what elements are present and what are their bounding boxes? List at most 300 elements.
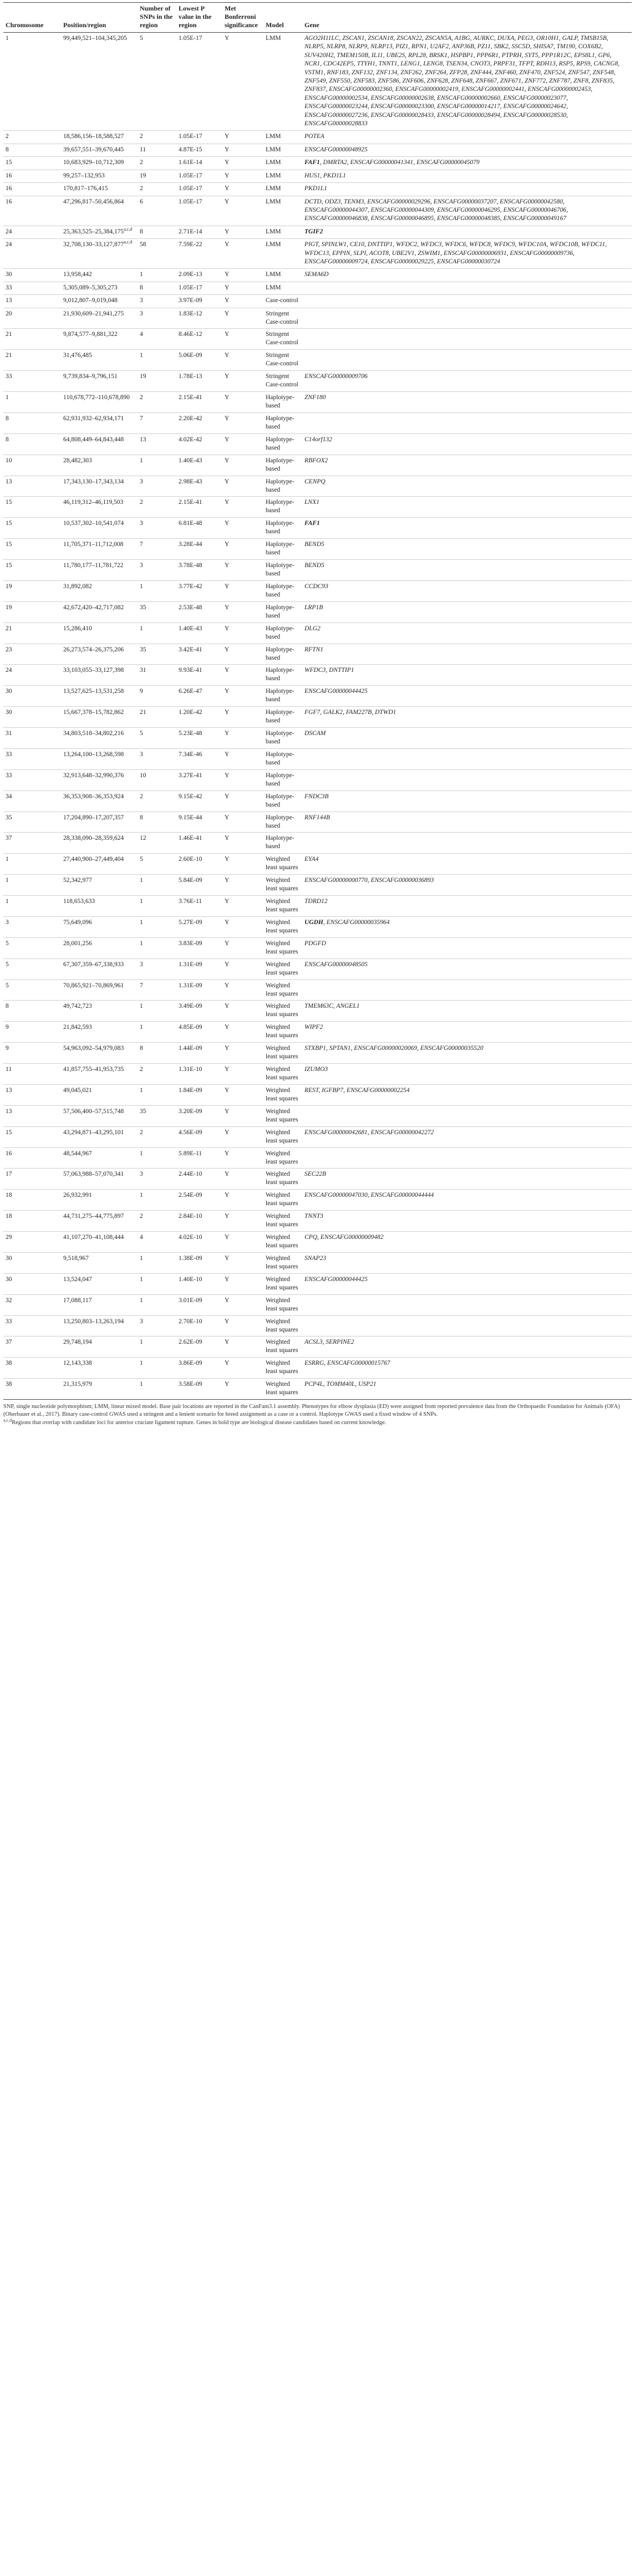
cell-chromosome [3,539,61,560]
gene-name: GP6 [598,52,610,59]
gene-name: RNF183 [327,69,349,76]
cell-chromosome-value: 5 [6,982,9,989]
cell-chromosome-value: 20 [6,310,12,317]
cell-pvalue-value: 2.71E-14 [179,228,202,235]
cell-chromosome [3,707,61,728]
cell-chromosome-value: 33 [6,284,12,291]
gene-name: CPQ [304,1234,317,1241]
cell-gene [302,812,632,833]
table-row [3,812,632,833]
cell-bonferroni-value: Y [225,877,230,884]
cell-position [61,748,138,769]
footnote-overlap [3,1419,632,1427]
cell-pvalue-value: 1.05E-17 [179,133,202,140]
cell-gene [302,539,632,560]
cell-position-value: 99,257–132,953 [63,172,105,179]
cell-gene [302,1064,632,1085]
cell-position-value: 32,913,648–32,990,376 [63,772,124,779]
cell-position [61,1190,138,1211]
cell-gene: CPQ, ENSCAFG00000009482 [302,1232,632,1253]
cell-bonferroni [222,644,263,665]
cell-pvalue-value: 1.40E-10 [179,1276,202,1283]
gwas-results-table [3,2,632,1400]
cell-model-value: LMM [266,284,281,291]
gene-name: ZNF524 [543,69,565,76]
cell-chromosome [3,433,61,455]
gene-name: HUS1 [304,172,321,179]
cell-position-value: 10,683,929–10,712,309 [63,159,124,166]
cell-snps [138,144,176,156]
header-bonferroni: Met Bonferroni significance [222,3,263,33]
gene-name: GALK2 [323,709,343,716]
cell-snps [138,875,176,896]
gene-name: ENSCAFG00000023300 [370,103,434,110]
cell-position [61,1147,138,1169]
cell-chromosome [3,790,61,812]
cell-position-value: 42,672,420–42,717,082 [63,604,124,611]
cell-bonferroni [222,1190,263,1211]
cell-bonferroni-value: Y [225,646,230,653]
gene-name: ZNF583 [353,78,375,85]
cell-pvalue [176,665,222,686]
table-body [3,33,632,1400]
cell-chromosome [3,157,61,170]
cell-chromosome-value: 24 [6,667,12,674]
gene-name: LRP1B [304,604,323,611]
cell-pvalue-value: 3.86E-09 [179,1360,202,1367]
gene-name: ENSCAFG00000015767 [327,1360,390,1367]
gene-name: SERPINE2 [326,1339,354,1346]
cell-bonferroni-value: Y [225,1066,230,1073]
cell-model [263,1001,302,1022]
cell-gene [302,580,632,601]
gene-name: SPTAN1 [329,1045,351,1052]
cell-pvalue-value: 1.40E-43 [179,457,202,464]
cell-model-value: Weighted least squares [266,1213,298,1228]
cell-pvalue [176,433,222,455]
cell-model-value: Haplotype-based [266,835,294,850]
table-row [3,1232,632,1253]
gene-name: NLRP8 [326,43,346,50]
table-row [3,1001,632,1022]
cell-bonferroni [222,476,263,497]
gene-name: TENM3 [343,198,364,205]
cell-pvalue-value: 1.83E-12 [179,310,202,317]
cell-model-value: Weighted least squares [266,1129,298,1144]
gene-name: ACSL3 [304,1339,323,1346]
cell-chromosome-value: 33 [6,373,12,380]
cell-snps-value: 1 [140,940,143,947]
gene-name: ZNF262 [400,69,422,76]
cell-gene [302,371,632,392]
cell-bonferroni [222,707,263,728]
cell-model-value: LMM [266,133,281,140]
cell-bonferroni [222,748,263,769]
table-row [3,308,632,329]
cell-position-value: 15,286,410 [63,625,92,632]
cell-bonferroni [222,269,263,282]
cell-pvalue [176,518,222,539]
gene-name: U2AF2 [430,43,449,50]
cell-model [263,1105,302,1126]
cell-model-value: Haplotype-based [266,646,294,661]
cell-gene: ENSCAFG00000000770, ENSCAFG00000036893 [302,875,632,896]
cell-gene [302,433,632,455]
cell-position-value: 21,315,979 [63,1381,92,1388]
cell-position-value: 12,143,338 [63,1360,92,1367]
cell-pvalue-value: 1.31E-09 [179,982,202,989]
footnote-abbreviations: SNP, single nucleotide polymorphism; LMM, linear mixed model. Base pair locations are reported in the CanFam3.1 assembly. Phenotypes for elbow dysplasia (ED) were assigned from reported prevalence data from the Orthopaedic Foundation for Animals (OFA) (Oberbauer et al., 2017). Binary case-control GWAS used a stringent and a lenient scenario for breed assignment as a case or a control. Haplotype GWAS used a fixed window of 4 SNPs. [3,1404,620,1418]
cell-pvalue-value: 3.77E-42 [179,583,202,590]
cell-chromosome [3,412,61,433]
cell-snps-value: 3 [140,562,143,569]
cell-bonferroni [222,1358,263,1379]
cell-bonferroni-value: Y [225,1150,230,1157]
gene-name: TTYH1 [357,60,375,68]
cell-bonferroni [222,157,263,170]
cell-position [61,1211,138,1232]
gene-name: ZNF460 [495,69,516,76]
cell-chromosome [3,1190,61,1211]
cell-position-value: 54,963,092–54,979,083 [63,1045,124,1052]
cell-snps [138,308,176,329]
cell-bonferroni-value: Y [225,814,230,821]
cell-bonferroni-value: Y [225,751,230,758]
cell-snps [138,1043,176,1064]
gene-name: STXBP1 [304,1045,326,1052]
cell-position [61,157,138,170]
cell-position [61,1126,138,1147]
cell-bonferroni-value: Y [225,310,230,317]
cell-position [61,1022,138,1043]
cell-position-value: 57,063,988–57,070,341 [63,1171,124,1178]
cell-snps [138,455,176,476]
gene-name: ENSCAFG00000020069 [354,1045,417,1052]
cell-snps [138,1252,176,1273]
cell-position [61,875,138,896]
cell-pvalue [176,1084,222,1105]
cell-position-value: 31,476,485 [63,352,92,359]
cell-position [61,433,138,455]
cell-snps [138,226,176,238]
cell-snps [138,1315,176,1337]
gene-name: ENSCAFG00000006931 [443,249,507,257]
cell-gene: ESRRG, ENSCAFG00000015767 [302,1358,632,1379]
gene-name: ZNF671 [500,78,522,85]
table-row [3,1084,632,1105]
gene-name: RPL28 [408,52,426,59]
header-pvalue: Lowest P value in the region [176,3,222,33]
cell-model [263,686,302,707]
cell-position [61,371,138,392]
cell-bonferroni-value: Y [225,271,230,278]
cell-chromosome [3,728,61,749]
gene-name: DMRTA2 [323,159,347,166]
cell-gene [302,560,632,581]
cell-snps [138,769,176,790]
gene-name: ENSCAFG00000002360 [329,86,392,93]
cell-position [61,896,138,917]
cell-bonferroni-value: Y [225,604,230,611]
table-row [3,686,632,707]
cell-bonferroni [222,769,263,790]
cell-snps [138,33,176,131]
gene-name: WFDC13 [304,249,329,257]
cell-position [61,295,138,308]
gene-name: TSEN34 [446,60,468,68]
cell-chromosome-value: 34 [6,793,12,800]
gene-name: TM190 [556,43,575,50]
cell-pvalue-value: 2.98E-43 [179,478,202,485]
gene-name: ENSCAFG00000046895 [370,215,434,222]
gene-name: ZNF8 [573,78,588,85]
cell-chromosome-value: 11 [6,1066,12,1073]
cell-snps [138,833,176,854]
cell-snps [138,1273,176,1294]
cell-model [263,769,302,790]
cell-pvalue [176,239,222,269]
cell-bonferroni-value: Y [225,436,230,443]
gene-name: ENSCAFG00000029225 [370,258,434,265]
cell-snps [138,1022,176,1043]
table-row [3,1315,632,1337]
cell-model-value: Stringent Case-control [266,310,298,325]
cell-model-value: Haplotype-based [266,772,294,787]
cell-chromosome [3,980,61,1001]
cell-chromosome [3,1273,61,1294]
cell-pvalue [176,282,222,294]
gene-name: BEND5 [304,562,324,569]
cell-chromosome [3,560,61,581]
position-superscript: a,c,d [124,226,133,232]
gene-name: ZNF180 [304,394,326,401]
cell-chromosome-value: 38 [6,1381,12,1388]
table-row [3,665,632,686]
cell-snps-value: 1 [140,1024,143,1031]
table-row [3,183,632,196]
cell-chromosome-value: 15 [6,499,12,506]
cell-chromosome [3,1105,61,1126]
gene-name: ODZ3 [324,198,341,205]
cell-pvalue [176,455,222,476]
cell-chromosome [3,644,61,665]
cell-gene [302,1273,632,1294]
cell-snps-value: 31 [140,667,146,674]
cell-snps-value: 3 [140,961,143,968]
cell-chromosome-value: 37 [6,1339,12,1346]
gene-name: TMSB15B [580,35,607,42]
cell-chromosome-value: 15 [6,541,12,548]
table-row [3,937,632,958]
cell-snps [138,812,176,833]
cell-chromosome [3,896,61,917]
gene-name: ENSCAFG00000002419 [395,86,459,93]
cell-gene: ENSCAFG00000047030, ENSCAFG00000044444 [302,1190,632,1211]
gene-name: REST [304,1086,319,1094]
cell-gene: PCP4L, TOMM40L, USP21 [302,1379,632,1400]
cell-snps [138,560,176,581]
cell-position-value: 64,808,449–64,843,448 [63,436,124,443]
cell-pvalue [176,350,222,371]
cell-pvalue [176,1022,222,1043]
cell-pvalue-value: 2.09E-13 [179,271,202,278]
cell-chromosome-value: 1 [6,35,9,42]
cell-gene: PIGT, SPINLW1, CE10, DNTTIP1, WFDC2, WFDC3, WFDC6, WFDC8, WFDC9, WFDC10A, WFDC10B, WFDC11, WFDC13, EPPIN, SLPI, ACOT8, UBE2V1, ZSWIM1, ENSCAFG00000006931, ENSCAFG00000009736, ENSCAFG00000009724, ENSCAFG00000029225, ENSCAFG00000030724 [302,239,632,269]
table-row [3,1211,632,1232]
gene-name: DUXA [497,35,515,42]
cell-snps-value: 35 [140,604,146,611]
cell-pvalue-value: 9.15E-42 [179,793,202,800]
cell-snps-value: 4 [140,331,143,338]
cell-pvalue [176,476,222,497]
header-snps: Number of SNPs in the region [138,3,176,33]
cell-gene [302,226,632,238]
cell-bonferroni-value: Y [225,982,230,989]
cell-bonferroni [222,560,263,581]
cell-chromosome [3,1315,61,1337]
cell-bonferroni [222,623,263,644]
cell-chromosome-value: 15 [6,1129,12,1136]
cell-position-value: 33,103,055–33,127,398 [63,667,124,674]
cell-chromosome [3,958,61,980]
table-row [3,790,632,812]
cell-snps-value: 3 [140,751,143,758]
table-row [3,1252,632,1273]
cell-position [61,412,138,433]
gene-name: CACNG8 [593,60,618,68]
cell-chromosome [3,371,61,392]
cell-position [61,790,138,812]
cell-chromosome-value: 8 [6,146,9,153]
gene-name: ENSCAFG00000044425 [304,1276,368,1283]
cell-pvalue [176,1211,222,1232]
cell-bonferroni [222,295,263,308]
cell-position-value: 46,119,312–46,119,503 [63,499,124,506]
cell-bonferroni-value: Y [225,835,230,842]
cell-pvalue-value: 3.49E-09 [179,1003,202,1010]
gene-name: TFPT [519,60,534,68]
cell-gene [302,412,632,433]
cell-chromosome [3,1169,61,1190]
cell-model [263,1022,302,1043]
cell-pvalue-value: 2.70E-10 [179,1318,202,1325]
cell-pvalue [176,170,222,182]
cell-chromosome [3,1022,61,1043]
table-row [3,392,632,413]
cell-position [61,518,138,539]
cell-position [61,1337,138,1358]
cell-position-value: 13,524,047 [63,1276,92,1283]
cell-pvalue [176,226,222,238]
cell-chromosome [3,665,61,686]
cell-chromosome-value: 24 [6,228,12,235]
cell-model-value: LMM [266,172,281,179]
table-row [3,518,632,539]
gene-name: ENSCAFG00000045079 [416,159,480,166]
gene-name: RBFOX2 [304,457,328,464]
cell-position-value: 41,857,755–41,953,735 [63,1066,124,1073]
cell-position-value: 11,780,177–11,781,722 [63,562,124,569]
cell-pvalue-value: 5.27E-09 [179,919,202,926]
gene-name: ENSCAFG00000044425 [304,688,368,695]
cell-position [61,1315,138,1337]
cell-model [263,937,302,958]
cell-gene: FAF1, DMRTA2, ENSCAFG00000041341, ENSCAFG00000045079 [302,157,632,170]
cell-chromosome [3,937,61,958]
cell-bonferroni-value: Y [225,1129,230,1136]
cell-chromosome-value: 9 [6,1045,9,1052]
cell-bonferroni [222,580,263,601]
cell-snps-value: 1 [140,625,143,632]
cell-snps-value: 1 [140,1150,143,1157]
cell-snps-value: 1 [140,1254,143,1262]
gene-name: ENSCAFG00000046295 [436,206,500,213]
cell-model-value: Weighted least squares [266,1108,298,1123]
cell-snps [138,580,176,601]
gene-name: WFDC8 [469,241,491,248]
cell-position-value: 34,803,518–34,802,216 [63,730,124,737]
cell-chromosome-value: 30 [6,1254,12,1262]
cell-pvalue [176,601,222,623]
table-row [3,1022,632,1043]
cell-model [263,833,302,854]
cell-chromosome-value: 21 [6,352,12,359]
cell-pvalue [176,623,222,644]
cell-chromosome-value: 18 [6,1192,12,1199]
cell-model [263,196,302,226]
cell-chromosome [3,392,61,413]
cell-pvalue [176,1147,222,1169]
cell-model [263,728,302,749]
cell-bonferroni [222,980,263,1001]
cell-gene [302,896,632,917]
cell-chromosome [3,1294,61,1315]
cell-snps-value: 2 [140,159,143,166]
cell-position-value: 13,264,100–13,268,598 [63,751,124,758]
cell-position [61,980,138,1001]
cell-model [263,748,302,769]
cell-bonferroni-value: Y [225,1234,230,1241]
cell-gene [302,748,632,769]
cell-bonferroni [222,958,263,980]
cell-gene [302,686,632,707]
cell-model-value: Weighted least squares [266,1234,298,1249]
cell-bonferroni-value: Y [225,1171,230,1178]
cell-snps-value: 10 [140,772,146,779]
gene-name: ENSCAFG00000028530 [503,111,567,119]
gene-name: PIZ1 [395,43,409,50]
cell-chromosome-value: 29 [6,1234,12,1241]
cell-pvalue-value: 1.05E-17 [179,35,202,42]
cell-pvalue [176,980,222,1001]
cell-model-value: LMM [266,159,281,166]
gene-name: WFDC2 [395,241,418,248]
cell-position-value: 28,338,090–28,359,624 [63,835,124,842]
cell-bonferroni-value: Y [225,940,230,947]
gene-name: BEND5 [304,541,324,548]
cell-bonferroni [222,350,263,371]
cell-chromosome-value: 30 [6,271,12,278]
gene-name: ENSCAFG00000002254 [346,1086,410,1094]
cell-bonferroni [222,170,263,182]
cell-model [263,282,302,294]
cell-chromosome [3,295,61,308]
cell-model-value: Weighted least squares [266,1254,298,1270]
cell-bonferroni-value: Y [225,562,230,569]
cell-snps-value: 1 [140,1297,143,1304]
cell-model [263,1147,302,1169]
table-row [3,239,632,269]
